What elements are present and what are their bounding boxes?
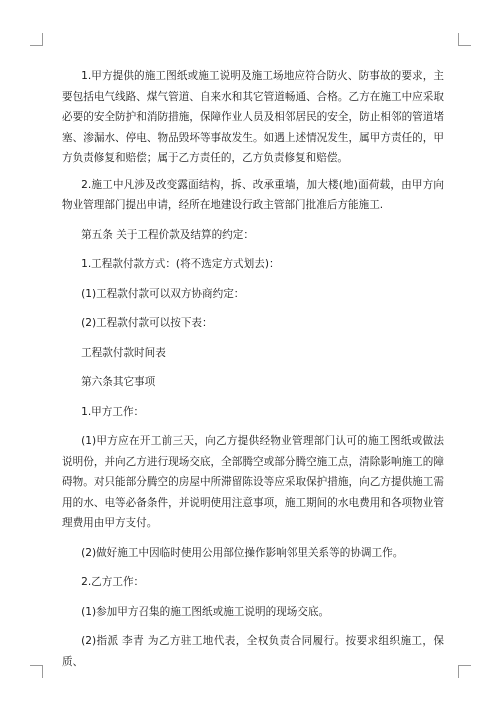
crop-mark-bottom-left xyxy=(30,665,43,678)
crop-mark-top-left xyxy=(30,33,43,46)
paragraph-party-b-duty-1: (1)参加甲方召集的施工图纸或施工说明的现场交底。 xyxy=(81,605,330,618)
paragraph-payment-schedule: 工程款付款时间表 xyxy=(81,346,166,359)
document-body xyxy=(62,66,444,672)
crop-mark-bottom-right xyxy=(458,665,471,678)
paragraph-safety-requirements: 1.甲方提供的施工图纸或施工说明及施工场地应符合防火、防事故的要求，主要包括电气线路、煤气管道、自来水和其它管道畅通、合格。乙方在施工中应采取必要的安全防护和消防措施，保障作业人员及相邻居民的安全，防止相邻的管道堵塞、渗漏水、停电、物品毁坏等事故发生。如遇上述情况发生，属甲方责任的，甲方负责修复和赔偿；属于乙方责任的，乙方负责修复和赔偿。 xyxy=(62,70,444,164)
paragraph-party-a-duties-heading: 1.甲方工作： xyxy=(81,405,145,418)
paragraph-party-b-duties-heading: 2.乙方工作： xyxy=(81,576,145,588)
section-heading-article-6: 第六条其它事项 xyxy=(81,376,156,388)
paragraph-party-a-duty-2: (2)做好施工中因临时使用公用部位操作影响邻里关系等的协调工作。 xyxy=(81,546,404,559)
paragraph-structural-changes: 2.施工中凡涉及改变露面结构，拆、改承重墙，加大楼(地)面荷载，由甲方向物业管理部门提出申请，经所在地建设行政主管部门批准后方能施工. xyxy=(62,178,444,211)
paragraph-payment-option-2: (2)工程款付款可以按下表： xyxy=(81,317,213,329)
crop-mark-top-right xyxy=(458,33,471,46)
paragraph-party-b-duty-2: (2)指派 李青 为乙方驻工地代表，全权负责合同履行。按要求组织施工，保质、 xyxy=(62,635,444,668)
paragraph-payment-option-1: (1)工程款付款可以双方协商约定： xyxy=(81,287,245,300)
paragraph-payment-method: 1.工程款付款方式：(将不选定方式划去)： xyxy=(81,258,280,270)
paragraph-party-a-duty-1: (1)甲方应在开工前三天，向乙方提供经物业管理部门认可的施工图纸或做法说明份，并向乙方进行现场交底，全部腾空或部分腾空施工点，清除影响施工的障碍物。对只能部分腾空的房屋中所滞留陈设等应采取保护措施，向乙方提供施工需用的水、电等必备条件，并说明使用注意事项，施工期间的水电费用和各项物业管理费用由甲方支付。 xyxy=(62,435,444,529)
section-heading-article-5: 第五条 关于工程价款及结算的约定： xyxy=(81,228,254,241)
